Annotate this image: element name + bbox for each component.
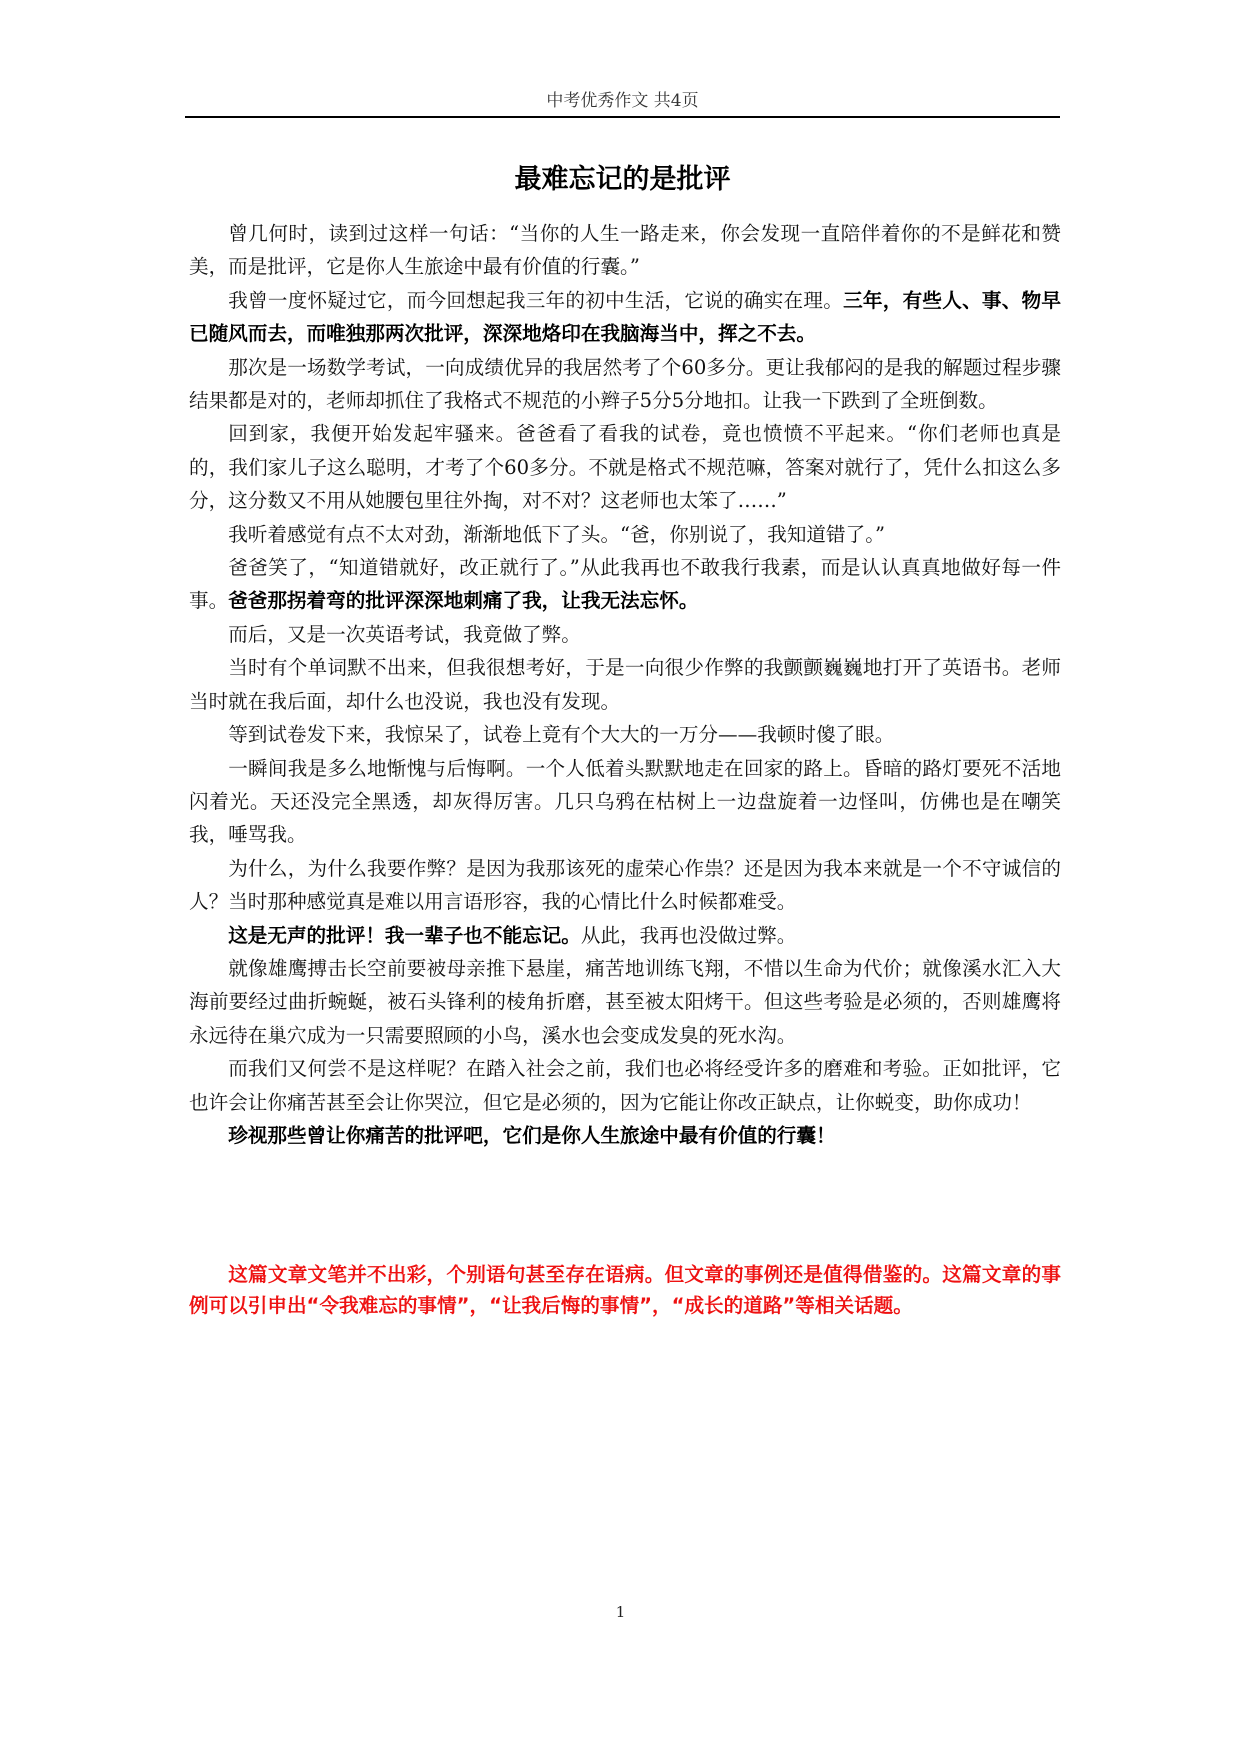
paragraph: [189, 217, 1061, 284]
paragraph: [189, 284, 1061, 351]
page-header: 中考优秀作文 共4页: [185, 86, 1060, 118]
paragraph: [189, 551, 1061, 618]
paragraph-emphasis: 珍视那些曾让你痛苦的批评吧，它们是你人生旅途中最有价值的行囊！: [228, 1123, 836, 1147]
paragraph: [189, 1052, 1061, 1119]
paragraph-text: 我曾一度怀疑过它，而今回想起我三年的初中生活，它说的确实在理。: [228, 288, 844, 312]
paragraph-text: 爸爸笑了，“知道错就好，改正就行了。”从此我再也不敢我行我素，而是认认真真地做好每一件事。: [189, 556, 1061, 613]
paragraph-text: 当时有个单词默不出来，但我很想考好，于是一向很少作弊的我颤颤巍巍地打开了英语书。老师当时就在我后面，却什么也没说，我也没有发现。: [189, 656, 1061, 713]
paragraph-emphasis: 三年，有些人、事、物早已随风而去，而唯独那两次批评，深深地烙印在我脑海当中，挥之不去。: [189, 288, 1062, 346]
essay-title: 最难忘记的是批评: [514, 164, 731, 195]
paragraph-text: 从此，我再也没做过弊。: [580, 923, 797, 947]
paragraph: [189, 718, 1061, 751]
paragraph: [189, 852, 1061, 919]
paragraph: [189, 651, 1061, 718]
page-number: 1: [615, 1603, 626, 1621]
paragraph-text: 就像雄鹰搏击长空前要被母亲推下悬崖，痛苦地训练飞翔，不惜以生命为代价；就像溪水汇入大海前要经过曲折蜿蜒，被石头锋利的棱角折磨，甚至被太阳烤干。但这些考验是必须的，否则雄鹰将永远待在巢穴成为一只需要照顾的小鸟，溪水也会变成发臭的死水沟。: [189, 956, 1061, 1047]
paragraph-text: 而后，又是一次英语考试，我竟做了弊。: [228, 622, 581, 646]
paragraph-text: 等到试卷发下来，我惊呆了，试卷上竟有个大大的一万分——我顿时傻了眼。: [228, 723, 895, 747]
paragraph: [189, 417, 1061, 517]
paragraph: [189, 618, 1061, 651]
paragraph-text: 为什么，为什么我要作弊？是因为我那该死的虚荣心作祟？还是因为我本来就是一个不守诚信的人？当时那种感觉真是难以用言语形容，我的心情比什么时候都难受。: [189, 856, 1061, 914]
teacher-commentary: 这篇文章文笔并不出彩，个别语句甚至存在语病。但文章的事例还是值得借鉴的。这篇文章的事例可以引申出“令我难忘的事情”，“让我后悔的事情”，“成长的道路”等相关话题。: [189, 1263, 1061, 1317]
paragraph-emphasis: 这是无声的批评！我一辈子也不能忘记。: [228, 923, 581, 947]
paragraph: [189, 1119, 1061, 1152]
paragraph-text: 我听着感觉有点不太对劲，渐渐地低下了头。“爸，你别说了，我知道错了。”: [228, 522, 886, 546]
paragraph-text: 一瞬间我是多么地惭愧与后悔啊。一个人低着头默默地走在回家的路上。昏暗的路灯要死不活地闪着光。天还没完全黑透，却灰得厉害。几只乌鸦在枯树上一边盘旋着一边怪叫，仿佛也是在嘲笑我，唾骂我。: [189, 756, 1061, 847]
paragraph: [189, 518, 1061, 551]
paragraph-text: 那次是一场数学考试，一向成绩优异的我居然考了个60多分。更让我郁闷的是我的解题过程步骤结果都是对的，老师却抓住了我格式不规范的小辫子5分5分地扣。让我一下跌到了全班倒数。: [189, 355, 1061, 413]
paragraph-emphasis: 爸爸那拐着弯的批评深深地刺痛了我，让我无法忘怀。: [228, 589, 699, 613]
paragraph: [189, 752, 1061, 852]
paragraph: [189, 351, 1061, 418]
paragraph: [189, 919, 1061, 952]
paragraph-text: 回到家，我便开始发起牢骚来。爸爸看了看我的试卷，竟也愤愤不平起来。“你们老师也真是的，我们家儿子这么聪明，才考了个60多分。不就是格式不规范嘛，答案对就行了，凭什么扣这么多分，这分数又不用从她腰包里往外掏，对不对？这老师也太笨了……”: [189, 422, 1061, 513]
paragraph: [189, 952, 1061, 1052]
paragraph-text: 而我们又何尝不是这样呢？在踏入社会之前，我们也必将经受许多的磨难和考验。正如批评，它也许会让你痛苦甚至会让你哭泣，但它是必须的，因为它能让你改正缺点，让你蜕变，助你成功！: [189, 1057, 1061, 1114]
essay-body: [189, 217, 1061, 1152]
paragraph-text: 曾几何时，读到过这样一句话：“当你的人生一路走来，你会发现一直陪伴着你的不是鲜花和赞美，而是批评，它是你人生旅途中最有价值的行囊。”: [189, 222, 1062, 279]
